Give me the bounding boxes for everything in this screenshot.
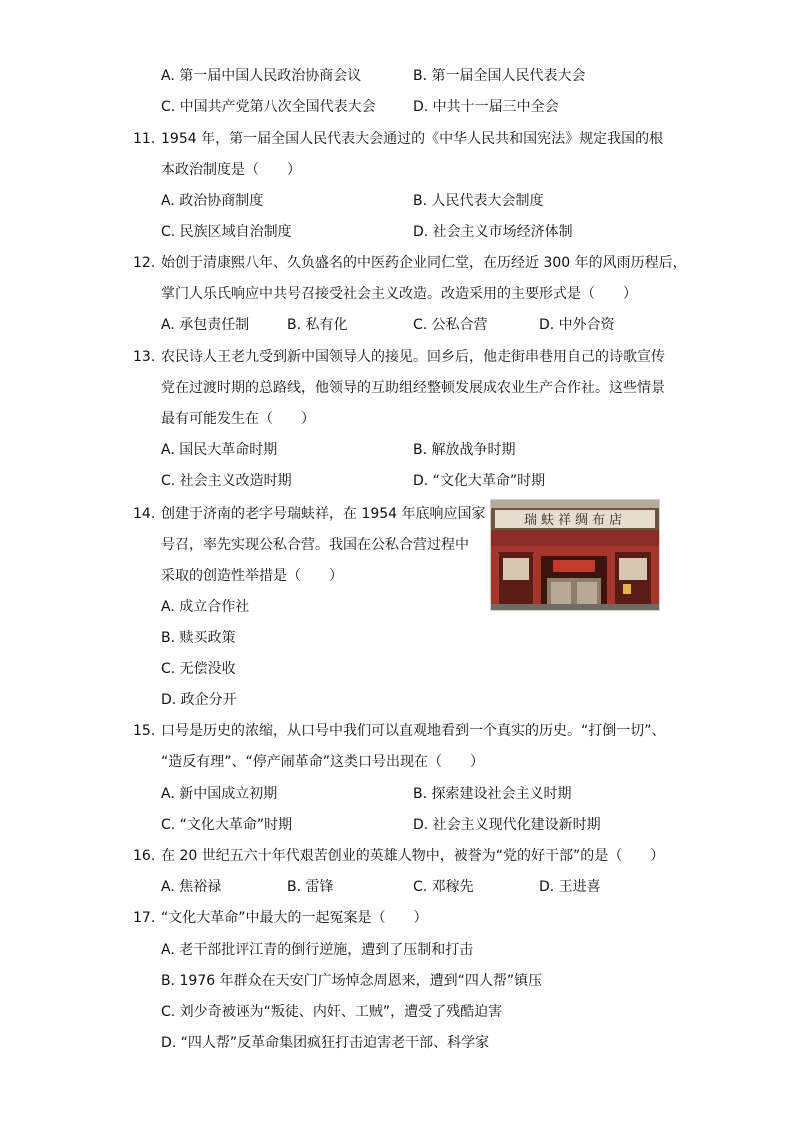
q13-stem-line1: 农民诗人王老九受到新中国领导人的接见。回乡后，他走街串巷用自己的诗歌宣传 — [161, 349, 665, 365]
q13-number: 13. — [133, 349, 156, 365]
q11-stem-line1: 1954 年，第一届全国人民代表大会通过的《中华人民共和国宪法》规定我国的根 — [161, 131, 664, 147]
q17-option-b: B. 1976 年群众在天安门广场悼念周恩来，遭到“四人帮”镇压 — [161, 973, 543, 989]
q11-number: 11. — [133, 131, 156, 147]
q15-stem-line2: “造反有理”、“停产闹革命”这类口号出现在（ ） — [161, 754, 485, 770]
q14-stem-line2: 号召，率先实现公私合营。我国在公私合营过程中 — [161, 537, 469, 553]
q17-stem-line1: “文化大革命”中最大的一起冤案是（ ） — [161, 910, 428, 926]
q14-stem-line1: 创建于济南的老字号瑞蚨祥，在 1954 年底响应国家 — [161, 506, 486, 522]
q17-option-c: C. 刘少奇被诬为“叛徒、内奸、工贼”，遭受了残酷迫害 — [161, 1004, 503, 1020]
q10-option-c: C. 中国共产党第八次全国代表大会 — [161, 99, 376, 115]
storefront-sign-text: 瑞蚨祥绸布店 — [523, 513, 627, 528]
q10-option-d: D. 中共十一届三中全会 — [413, 99, 559, 115]
q17-number: 17. — [133, 910, 156, 926]
q14-option-d: D. 政企分开 — [161, 692, 237, 708]
q14-stem-line3: 采取的创造性举措是（ ） — [161, 568, 343, 584]
q15-option-c: C. “文化大革命”时期 — [161, 817, 293, 833]
q13-stem-line3: 最有可能发生在（ ） — [161, 411, 315, 427]
q12-option-b: B. 私有化 — [287, 317, 348, 333]
q15-option-a: A. 新中国成立初期 — [161, 786, 278, 802]
q11-option-c: C. 民族区域自治制度 — [161, 224, 292, 240]
q16-option-b: B. 雷锋 — [287, 879, 334, 895]
q13-option-a: A. 国民大革命时期 — [161, 442, 278, 458]
q12-number: 12. — [133, 255, 156, 271]
q16-number: 16. — [133, 848, 156, 864]
q11-stem-line2: 本政治制度是（ ） — [161, 162, 301, 178]
q13-stem-line2: 党在过渡时期的总路线，他领导的互助组经整顿发展成农业生产合作社。这些情景 — [161, 380, 665, 396]
q12-stem-line2: 掌门人乐氏响应中共号召接受社会主义改造。改造采用的主要形式是（ ） — [161, 286, 637, 302]
q14-option-c: C. 无偿没收 — [161, 661, 236, 677]
q14-option-b: B. 赎买政策 — [161, 630, 236, 646]
q11-option-d: D. 社会主义市场经济体制 — [413, 224, 573, 240]
q12-option-a: A. 承包责任制 — [161, 317, 250, 333]
q14-option-a: A. 成立合作社 — [161, 599, 250, 615]
q12-option-d: D. 中外合资 — [539, 317, 615, 333]
q10-option-a: A. 第一届中国人民政治协商会议 — [161, 68, 362, 84]
q13-option-c: C. 社会主义改造时期 — [161, 473, 292, 489]
q15-number: 15. — [133, 723, 156, 739]
q13-option-b: B. 解放战争时期 — [413, 442, 516, 458]
q17-option-a: A. 老干部批评江青的倒行逆施，遭到了压制和打击 — [161, 942, 474, 958]
q15-stem-line1: 口号是历史的浓缩，从口号中我们可以直观地看到一个真实的历史。“打倒一切”、 — [161, 723, 666, 739]
q17-option-d: D. “四人帮”反革命集团疯狂打击迫害老干部、科学家 — [161, 1035, 490, 1051]
q13-option-d: D. “文化大革命”时期 — [413, 473, 546, 489]
q15-option-b: B. 探索建设社会主义时期 — [413, 786, 572, 802]
q15-option-d: D. 社会主义现代化建设新时期 — [413, 817, 601, 833]
q16-option-c: C. 邓稼先 — [413, 879, 474, 895]
storefront-illustration — [491, 500, 659, 610]
q11-option-a: A. 政治协商制度 — [161, 193, 264, 209]
q12-option-c: C. 公私合营 — [413, 317, 488, 333]
q12-stem-line1: 始创于清康熙八年、久负盛名的中医药企业同仁堂，在历经近 300 年的风雨历程后， — [161, 255, 687, 271]
ruifuxiang-storefront-photo — [490, 499, 660, 611]
q10-option-b: B. 第一届全国人民代表大会 — [413, 68, 586, 84]
q14-number: 14. — [133, 506, 156, 522]
q16-option-d: D. 王进喜 — [539, 879, 601, 895]
q11-option-b: B. 人民代表大会制度 — [413, 193, 544, 209]
q16-stem-line1: 在 20 世纪五六十年代艰苦创业的英雄人物中，被誉为“党的好干部”的是（ ） — [161, 848, 665, 864]
q16-option-a: A. 焦裕禄 — [161, 879, 222, 895]
